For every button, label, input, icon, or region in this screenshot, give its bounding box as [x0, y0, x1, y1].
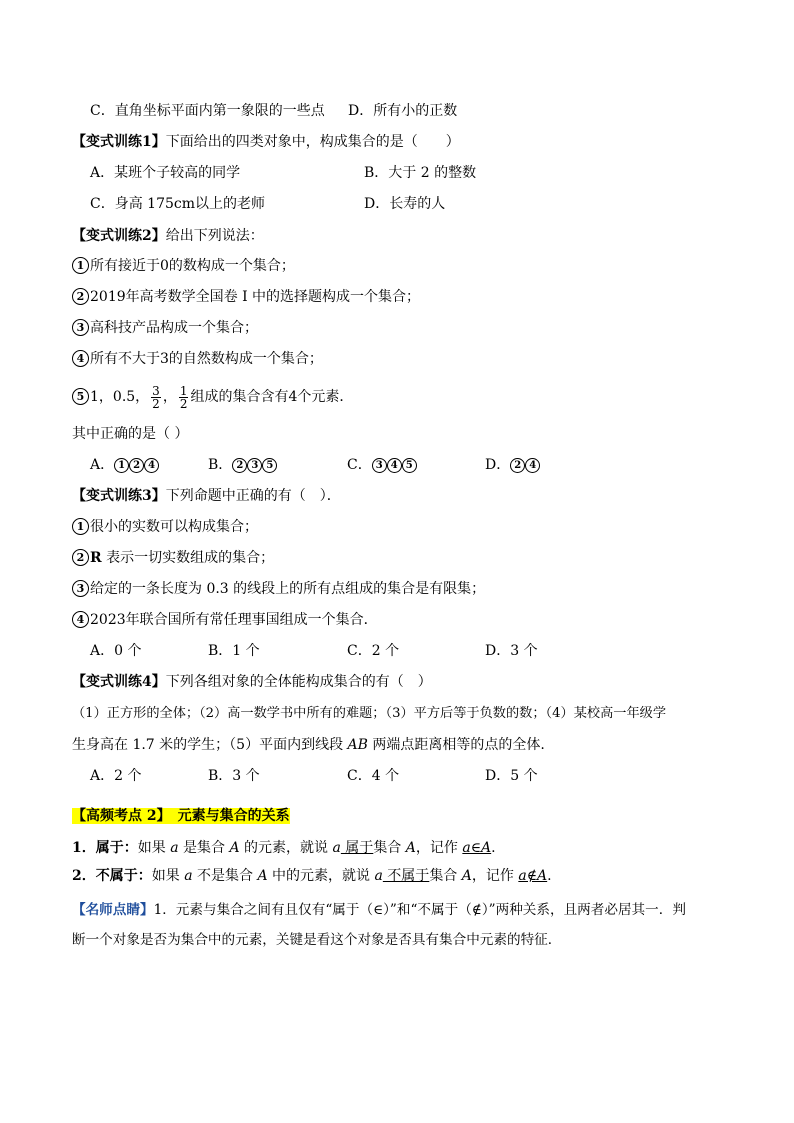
option-d: D．3 个	[485, 643, 538, 659]
circled-number: 1	[72, 257, 89, 274]
circled-number: 4	[525, 458, 540, 473]
text: 的元素，就说	[239, 840, 333, 856]
tip-tag: 【名师点睛】	[72, 902, 154, 918]
circled-number: 3	[72, 580, 89, 597]
option-d: D．5 个	[485, 768, 538, 784]
teacher-tip-line-2: 断一个对象是否为集合中的元素，关键是看这个对象是否具有集合中元素的特征．	[72, 932, 562, 948]
variable: a	[184, 868, 193, 884]
question-prompt: 其中正确的是（ ）	[72, 426, 189, 442]
option-a	[90, 455, 159, 475]
statement-5: 5 1，0.5， $\frac{3}{2}$ ， $\frac{1}{2}$ 组成的集合含有4个元素．	[72, 384, 353, 410]
underlined-term: 属于	[340, 840, 374, 856]
circled-number: 2	[232, 458, 247, 473]
option-letter: C．	[347, 457, 372, 473]
option-d: D．长寿的人	[364, 196, 446, 212]
circled-number: 3	[72, 319, 89, 336]
circled-number: 4	[72, 611, 89, 628]
exercise-tag: 【变式训练2】	[72, 228, 166, 244]
statement-3	[72, 318, 258, 338]
key-point-title	[72, 806, 290, 826]
exercise-1-stem	[72, 132, 460, 152]
option-letter: B．	[208, 457, 233, 473]
circled-number: 3	[247, 458, 262, 473]
circled-number: 4	[387, 458, 402, 473]
circled-number: 1	[114, 458, 129, 473]
statement-text: 给定的一条长度为 0.3 的线段上的所有点组成的集合是有限集；	[90, 581, 486, 597]
circled-number: 3	[372, 458, 387, 473]
exercise-4-stem	[72, 672, 432, 692]
circled-number: 2	[72, 288, 89, 305]
teacher-tip-line-1	[72, 900, 686, 920]
text: 不是集合	[192, 868, 258, 884]
circled-number: 5	[262, 458, 277, 473]
option-c	[347, 455, 417, 475]
statement-3	[72, 579, 485, 599]
circled-number: 5	[72, 388, 89, 405]
option-a: A．0 个	[90, 643, 142, 659]
exercise-tag: 【变式训练4】	[72, 674, 166, 690]
exercise-question: 下面给出的四类对象中，构成集合的是（ ）	[165, 134, 460, 150]
exercise-3-stem	[72, 486, 341, 506]
option-b: B．1 个	[208, 643, 260, 659]
text: 中的元素，就说	[267, 868, 375, 884]
option-c: C．直角坐标平面内第一象限的一些点	[90, 103, 325, 119]
text: .	[547, 868, 552, 884]
statement-text: 高科技产品构成一个集合；	[90, 320, 258, 336]
option-d: D．所有小的正数	[348, 103, 458, 119]
definition-2	[72, 866, 552, 886]
statement-text: 两端点距离相等的点的全体.	[367, 737, 545, 753]
option-a: A．某班个子较高的同学	[90, 165, 241, 181]
denominator: 2	[152, 396, 160, 411]
variable: A	[257, 868, 268, 884]
statement-text: 组成的集合含有4个元素．	[190, 389, 354, 405]
option-b: B．大于 2 的整数	[364, 165, 477, 181]
fraction	[179, 385, 189, 410]
statement-text: 表示一切实数组成的集合；	[101, 550, 275, 566]
definition-label: 1．属于：	[72, 840, 138, 856]
numerator: 3	[152, 383, 160, 398]
statement-text: 生身高在 1.7 米的学生；（5）平面内到线段	[72, 737, 348, 753]
statement-text: 1，0.5，	[90, 389, 150, 405]
variable: A	[461, 868, 472, 884]
option-b: B．3 个	[208, 768, 260, 784]
exercise-tag: 【变式训练3】	[72, 488, 166, 504]
circled-number: 1	[72, 518, 89, 535]
exercise-question: 下列各组对象的全体能构成集合的有（ ）	[165, 674, 432, 690]
highlighted-heading: 【高频考点 2】 元素与集合的关系	[72, 808, 290, 824]
option-letter: A．	[90, 457, 115, 473]
statement-text: 所有不大于3的自然数构成一个集合；	[90, 351, 323, 367]
text: 如果	[151, 868, 185, 884]
variable: a	[170, 840, 179, 856]
text: 是集合	[178, 840, 230, 856]
circled-number: 4	[72, 350, 89, 367]
tip-text: 1．元素与集合之间有且仅有“属于（∈）”和“不属于（∉）”两种关系，且两者必居其一．判	[153, 902, 686, 918]
circled-number: 5	[402, 458, 417, 473]
statement-2	[72, 548, 274, 568]
option-c: C．身高 175cm以上的老师	[90, 196, 265, 212]
statement-text: 2023年联合国所有常任理事国组成一个集合．	[90, 612, 378, 628]
circled-number: 2	[72, 549, 89, 566]
circled-number: 4	[144, 458, 159, 473]
statement-4	[72, 610, 378, 630]
exercise-tag: 【变式训练1】	[72, 134, 166, 150]
circled-number: 2	[510, 458, 525, 473]
text: 集合	[429, 868, 462, 884]
option-a: A．2 个	[90, 768, 142, 784]
statement-1	[72, 517, 258, 537]
definition-1	[72, 838, 496, 858]
option-b	[208, 455, 277, 475]
numerator: 1	[179, 383, 188, 398]
notation: a∉A	[518, 868, 548, 884]
option-d	[485, 455, 540, 475]
option-c: C．4 个	[347, 768, 400, 784]
statement-text: 很小的实数可以构成集合；	[90, 519, 258, 535]
notation: a∈A	[462, 840, 492, 856]
variable: A	[405, 840, 416, 856]
definition-label: 2．不属于：	[72, 868, 152, 884]
exercise-2-stem	[72, 226, 264, 246]
variable: a	[374, 868, 383, 884]
option-c: C．2 个	[347, 643, 400, 659]
exercise-4-line-1: （1）正方形的全体；（2）高一数学书中所有的难题；（3）平方后等于负数的数；（4）某校高一年级学	[72, 706, 667, 721]
exercise-question: 给出下列说法：	[165, 228, 264, 244]
variable: A	[229, 840, 240, 856]
text: .	[491, 840, 496, 856]
text: ，记作	[415, 840, 463, 856]
text: ，记作	[471, 868, 519, 884]
text: 如果	[137, 840, 171, 856]
denominator: 2	[179, 396, 188, 411]
option-letter: D．	[485, 457, 511, 473]
text: 集合	[373, 840, 406, 856]
statement-1	[72, 256, 295, 276]
exercise-4-line-2	[72, 735, 545, 755]
statement-4	[72, 349, 323, 369]
statement-text: 2019年高考数学全国卷 I 中的选择题构成一个集合；	[90, 289, 421, 305]
circled-number: 2	[129, 458, 144, 473]
statement-2	[72, 287, 420, 307]
variable: a	[332, 840, 341, 856]
underlined-term: 不属于	[382, 868, 430, 884]
fraction	[151, 385, 161, 410]
exercise-question: 下列命题中正确的有（ ）．	[165, 488, 341, 504]
segment-label: AB	[347, 737, 368, 753]
statement-text: 所有接近于0的数构成一个集合；	[90, 258, 295, 274]
real-set-symbol: R	[90, 550, 102, 566]
